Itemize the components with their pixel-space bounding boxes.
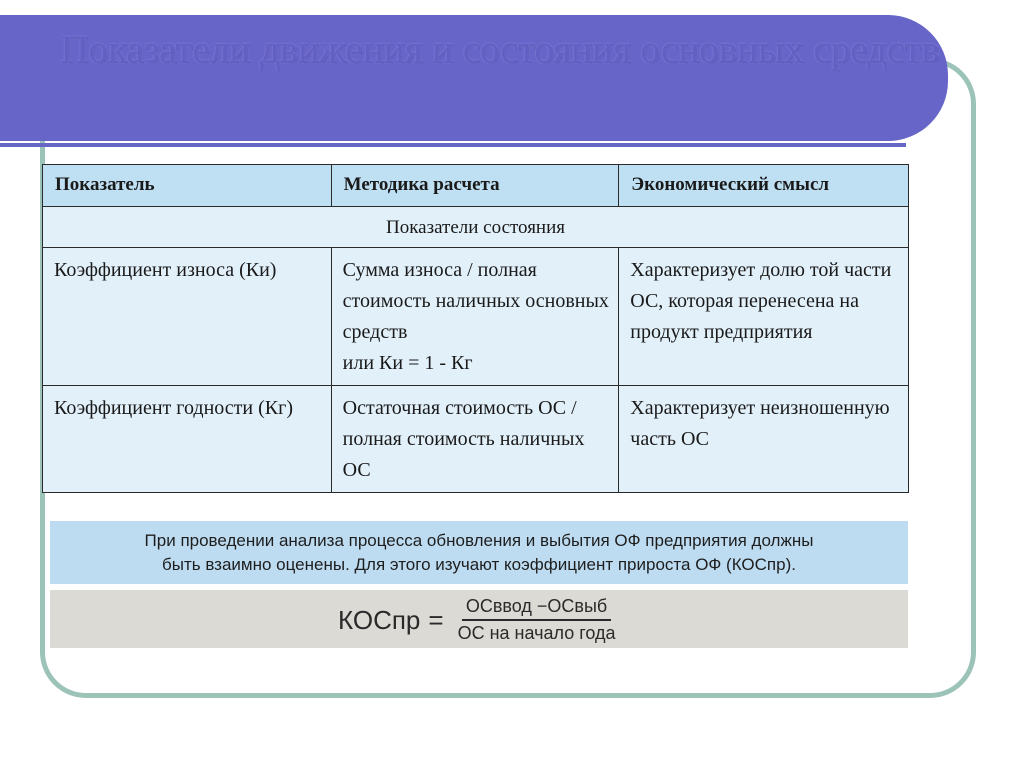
header-method: Методика расчета bbox=[331, 165, 619, 207]
title-underline bbox=[0, 143, 906, 147]
table-section-row bbox=[43, 207, 909, 248]
table-row bbox=[43, 386, 909, 493]
cell-indicator: Коэффициент годности (Кг) bbox=[43, 386, 332, 493]
slide-title: Показатели движения и состояния основных средств bbox=[60, 28, 940, 71]
info-line-1: При проведении анализа процесса обновления и выбытия ОФ предприятия должны bbox=[144, 531, 814, 550]
cell-method bbox=[331, 248, 619, 386]
indicators-table bbox=[42, 164, 909, 493]
info-line-2: быть взаимно оценены. Для этого изучают коэффициент прироста ОФ (КОСпр). bbox=[162, 555, 796, 574]
section-title: Показатели состояния bbox=[43, 207, 909, 248]
method-text: Сумма износа / полная стоимость наличных основных средств bbox=[342, 259, 609, 343]
cell-indicator: Коэффициент износа (Ки) bbox=[43, 248, 332, 386]
method-alt-text: или Ки = 1 - Кг bbox=[342, 352, 473, 374]
formula-denominator: ОС на начало года bbox=[457, 623, 616, 643]
table-header-row bbox=[43, 165, 909, 207]
formula-equals: = bbox=[428, 604, 444, 635]
cell-method: Остаточная стоимость ОС / полная стоимость наличных ОС bbox=[331, 386, 619, 493]
header-meaning: Экономический смысл bbox=[619, 165, 909, 207]
table-row bbox=[43, 248, 909, 386]
formula-fraction bbox=[454, 596, 620, 644]
formula-box bbox=[50, 590, 908, 648]
formula bbox=[338, 596, 620, 644]
info-box bbox=[50, 521, 908, 584]
formula-lhs: КОСпр bbox=[338, 604, 421, 635]
header-indicator: Показатель bbox=[43, 165, 332, 207]
cell-meaning: Характеризует неизношенную часть ОС bbox=[619, 386, 909, 493]
formula-numerator: ОСввод −ОСвыб bbox=[462, 596, 611, 621]
cell-meaning: Характеризует долю той части ОС, которая перенесена на продукт предприятия bbox=[619, 248, 909, 386]
